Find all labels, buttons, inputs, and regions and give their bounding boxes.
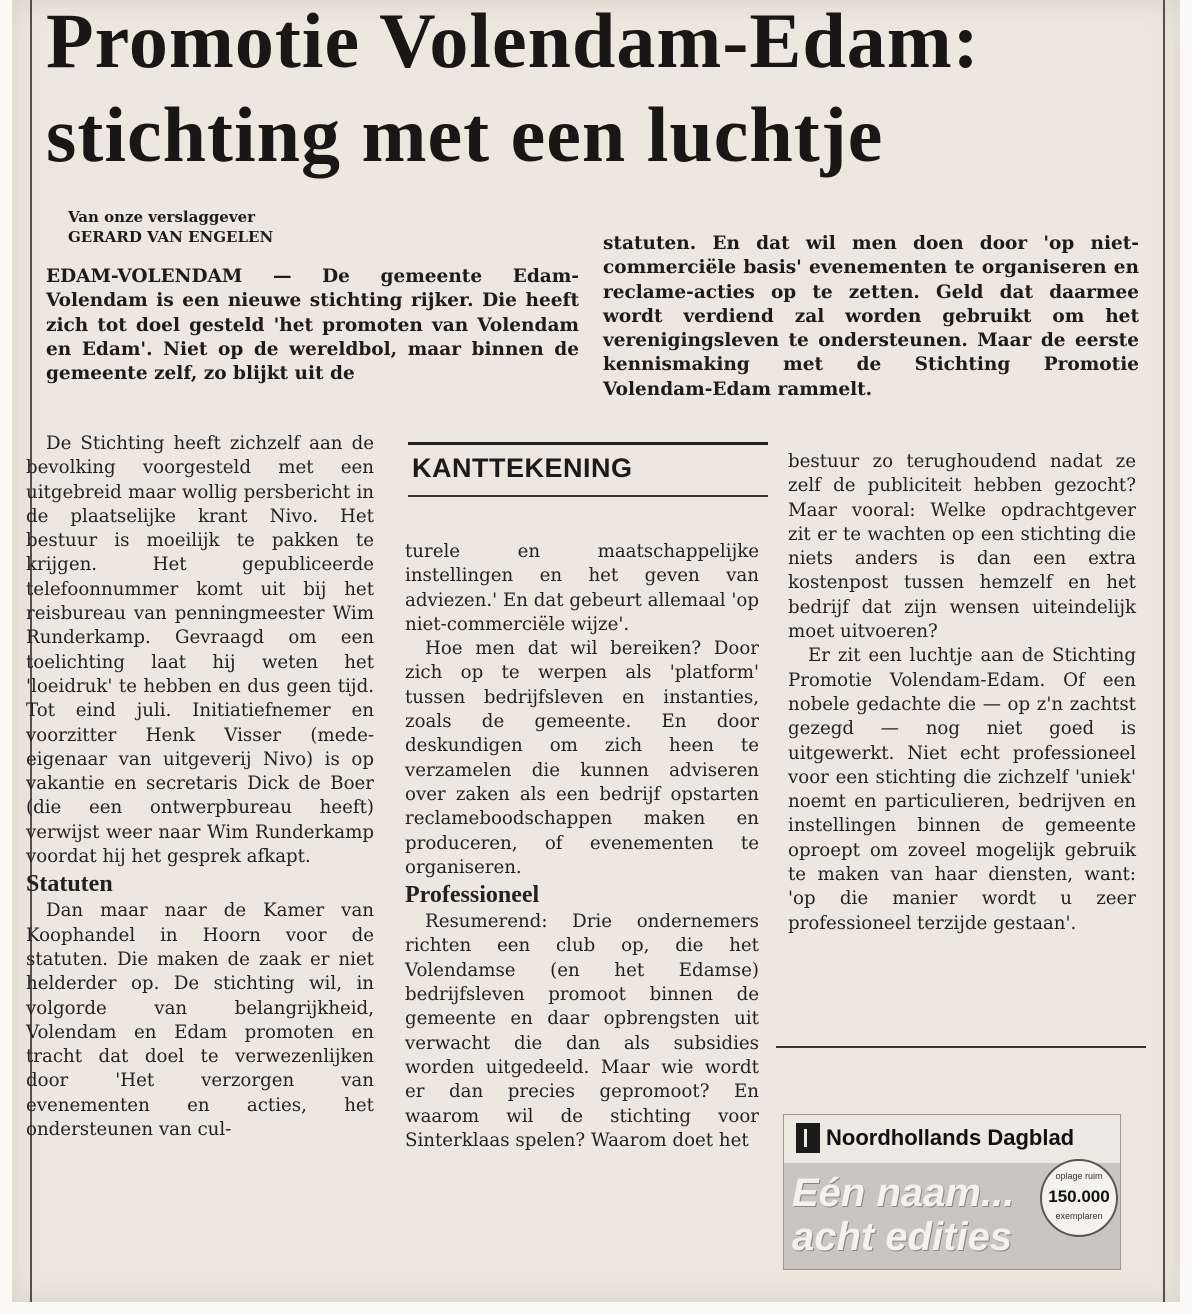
article-column-1 xyxy=(26,432,374,1142)
headline xyxy=(46,0,1156,182)
ad-slogan-line-1: Eén naam... xyxy=(792,1171,1015,1215)
column-1-paragraph-1: De Stichting heeft zichzelf aan de bevolking voorgesteld met een uitgebreid maar wollig persbericht in de plaatselijke krant Nivo. Het bestuur is moeilijk te pakken te krijgen. Het gepubliceerde telefoonnummer komt uit bij het reisbureau van penningmeester Wim Runderkamp. Gevraagd om een toelichting laat hij weten het 'loeidruk' te hebben en dus geen tijd. Tot eind juli. Initiatiefnemer en voorzitter Henk Visser (mede-eigenaar van uitgeverij Nivo) is op vakantie en secretaris Dick de Boer (die een ontwerpbureau heeft) verwijst weer naar Wim Runderkamp voordat hij het gesprek afkapt. xyxy=(26,433,374,868)
column-2-paragraph-1: turele en maatschappelijke instellingen en het geven van adviezen.' En dat gebeurt allemaal 'op niet-commerciële wijze'. xyxy=(405,541,759,635)
ad-separator-rule xyxy=(776,1046,1146,1048)
column-1-paragraph-2: Dan maar naar de Kamer van Koophandel in Hoorn voor de statuten. Die maken de zaak er niet helderder op. De stichting wil, in volgorde van belangrijkheid, Volendam en Edam promoten en tracht dat doel te verwezenlijken door 'Het verzorgen van evenementen en acties, het ondersteunen van cul- xyxy=(26,900,374,1141)
subhead-professioneel: Professioneel xyxy=(405,882,540,909)
column-3-paragraph-2: Er zit een luchtje aan de Stichting Promotie Volendam-Edam. Of een nobele gedachte die — op z'n zachtst gezegd — nog niet goed is uitgewerkt. Niet echt professioneel voor een stichting die zichzelf 'uniek' noemt en particulieren, bedrijven en instellingen binnen de gemeente oproept om zoveel mogelijk gebruik te maken van haar diensten, want: 'op die manier wordt u zeer professioneel terzijde gestaan'. xyxy=(788,645,1136,934)
ad-slogan-line-2: acht edities xyxy=(792,1215,1013,1259)
newspaper-logo-icon xyxy=(796,1123,820,1153)
byline-intro: Van onze verslaggever xyxy=(68,208,256,226)
ad-header xyxy=(784,1115,1120,1163)
byline xyxy=(68,207,273,247)
logo-mark xyxy=(804,1129,815,1147)
ad-slogan xyxy=(792,1171,1052,1259)
circulation-badge xyxy=(1040,1159,1118,1237)
badge-number: 150.000 xyxy=(1048,1187,1110,1206)
subhead-statuten: Statuten xyxy=(26,871,113,898)
article-column-3 xyxy=(788,450,1136,936)
column-2-paragraph-3: Resumerend: Drie ondernemers richten een club op, die het Volendamse (en het Edamse) bedrijfsleven promoot binnen de gemeente en daar opbrengsten uit verwacht die dan als subsidies worden uitgedeeld. Maar wie wordt er dan precies gepromoot? En waarom wil de stichting voor Sinterklaas spelen? Waarom doet het xyxy=(405,911,759,1151)
badge-top-text: oplage ruim xyxy=(1055,1171,1103,1181)
ad-brand-name: Noordhollands Dagblad xyxy=(826,1125,1075,1150)
lead-paragraph-right: statuten. En dat wil men doen door 'op niet-commerciële basis' evenementen te organiseren en reclame-acties op te zetten. Geld dat daarmee wordt verdiend zal worden gebruikt om het verenigingsleven te ondersteunen. Maar de eerste kennismaking met de Stichting Promotie Volendam-Edam rammelt. xyxy=(603,233,1139,400)
article-column-2 xyxy=(405,540,759,1153)
column-3-paragraph-1: bestuur zo terughoudend nadat ze zelf de publiciteit hebben gezocht? Maar vooral: Welke opdrachtgever zit er te wachten op een stichting die niets anders is dan een extra kostenpost tussen hemzelf en het bedrijf dat zijn wensen uiteindelijk moet uitvoeren? xyxy=(788,451,1136,643)
newspaper-advertisement xyxy=(783,1114,1121,1270)
column-2-paragraph-2: Hoe men dat wil bereiken? Door zich op te werpen als 'platform' tussen bedrijfsleven en instanties, zoals de gemeente. En door deskundigen om zich heen te verzamelen die kunnen adviseren over zaken als een bedrijf opstarten reclameboodschappen maken en produceren, of evenementen te organiseren. xyxy=(405,638,759,878)
byline-author: GERARD VAN ENGELEN xyxy=(68,228,274,246)
lead-paragraph-left: EDAM-VOLENDAM — De gemeente Edam-Volendam is een nieuwe stichting rijker. Die heeft zich tot doel gesteld 'het promoten van Volendam en Edam'. Niet op de wereldbol, maar binnen de gemeente zelf, zo blijkt uit de xyxy=(46,266,579,385)
kanttekening-label: KANTTEKENING xyxy=(412,453,633,483)
badge-bottom-text: exemplaren xyxy=(1055,1211,1103,1221)
kanttekening-banner xyxy=(408,442,768,497)
clipping-right-rule xyxy=(1163,0,1165,1302)
headline-line-2: stichting met een luchtje xyxy=(46,91,884,178)
headline-line-1: Promotie Volendam-Edam: xyxy=(46,0,980,84)
